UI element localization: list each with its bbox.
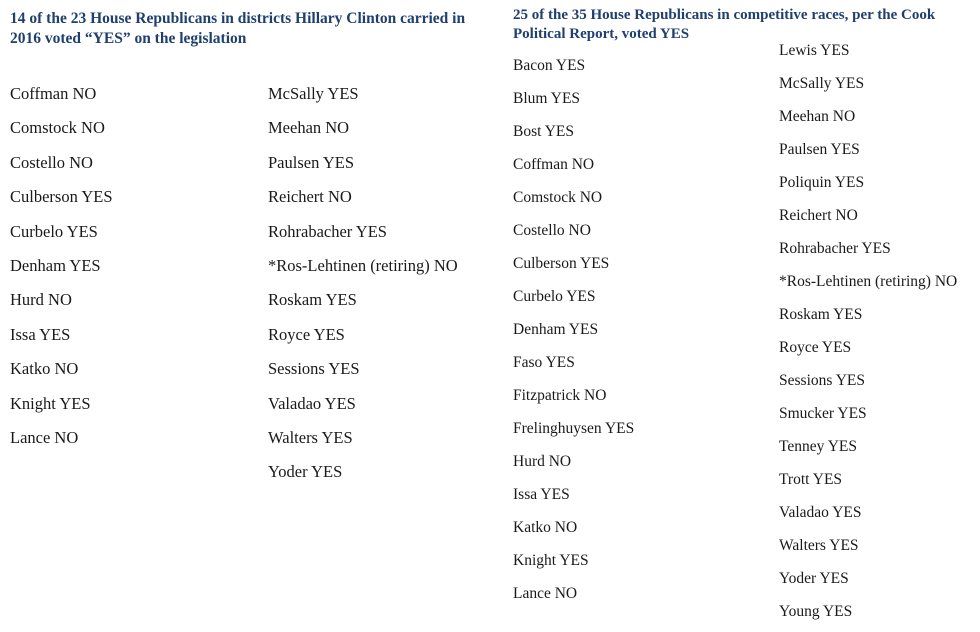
vote-entry: Blum YES	[513, 90, 581, 107]
vote-entry: Trott YES	[779, 471, 843, 488]
vote-entry: Knight YES	[513, 552, 589, 569]
vote-entry: Issa YES	[10, 324, 71, 344]
vote-entry: Valadao YES	[779, 504, 862, 521]
vote-entry: Paulsen YES	[268, 152, 355, 172]
vote-entry: Lance NO	[10, 428, 79, 447]
vote-entry: Katko NO	[513, 519, 578, 536]
vote-entry: Bacon YES	[513, 57, 586, 74]
vote-entry: Sessions YES	[779, 372, 865, 389]
vote-entry: Coffman NO	[513, 156, 595, 173]
vote-entry: McSally YES	[779, 75, 865, 92]
vote-entry: Young YES	[779, 603, 853, 620]
vote-entry: Rohrabacher YES	[268, 221, 387, 241]
vote-entry: Fitzpatrick NO	[513, 387, 607, 404]
vote-entry: Smucker YES	[779, 405, 867, 422]
vote-entry: Walters YES	[779, 537, 859, 554]
vote-entry: Walters YES	[268, 428, 353, 447]
vote-entry: Coffman NO	[10, 84, 97, 103]
vote-entry: Meehan NO	[779, 108, 856, 125]
vote-entry: Curbelo YES	[513, 288, 596, 305]
vote-entry: Lance NO	[513, 585, 578, 602]
vote-entry: Comstock NO	[10, 118, 105, 138]
vote-entry: Reichert NO	[268, 187, 352, 207]
vote-entry: Costello NO	[513, 222, 591, 239]
vote-entry: Hurd NO	[513, 453, 572, 470]
vote-entry: Katko NO	[10, 359, 79, 379]
vote-entry: Roskam YES	[268, 290, 357, 310]
vote-entry: Yoder YES	[268, 462, 343, 482]
vote-entry: Tenney YES	[779, 438, 857, 455]
vote-entry: Comstock NO	[513, 189, 603, 206]
left-section-heading: 14 of the 23 House Republicans in districts Hillary Clinton carried in 2016 voted “YES” on the legislation	[10, 10, 466, 47]
vote-entry: Rohrabacher YES	[779, 240, 891, 257]
vote-entry: Valadao YES	[268, 393, 356, 413]
vote-entry: Royce YES	[779, 339, 852, 356]
vote-entry: Reichert NO	[779, 207, 858, 224]
vote-entry: Costello NO	[10, 152, 93, 172]
vote-entry: Meehan NO	[268, 118, 350, 138]
vote-entry: McSally YES	[268, 84, 359, 103]
vote-entry: Hurd NO	[10, 290, 72, 310]
right-section-heading: 25 of the 35 House Republicans in competitive races, per the Cook Political Report, voted YES	[513, 7, 936, 42]
vote-entry: *Ros-Lehtinen (retiring) NO	[779, 273, 958, 290]
vote-entry: Yoder YES	[779, 570, 849, 587]
vote-entry: Poliquin YES	[779, 174, 865, 191]
vote-entry: Culberson YES	[513, 255, 610, 272]
vote-entry: Sessions YES	[268, 359, 360, 379]
vote-entry: *Ros-Lehtinen (retiring) NO	[268, 256, 458, 275]
vote-entry: Lewis YES	[779, 42, 850, 59]
vote-entry: Curbelo YES	[10, 221, 98, 241]
vote-entry: Paulsen YES	[779, 141, 860, 158]
vote-entry: Denham YES	[513, 321, 599, 338]
vote-entry: Royce YES	[268, 324, 345, 344]
vote-entry: Issa YES	[513, 486, 570, 503]
vote-entry: Faso YES	[513, 354, 575, 371]
vote-entry: Bost YES	[513, 123, 575, 140]
vote-entry: Knight YES	[10, 393, 91, 413]
vote-entry: Culberson YES	[10, 187, 113, 207]
vote-entry: Roskam YES	[779, 306, 863, 323]
vote-entry: Frelinghuysen YES	[513, 420, 635, 437]
vote-entry: Denham YES	[10, 256, 101, 275]
